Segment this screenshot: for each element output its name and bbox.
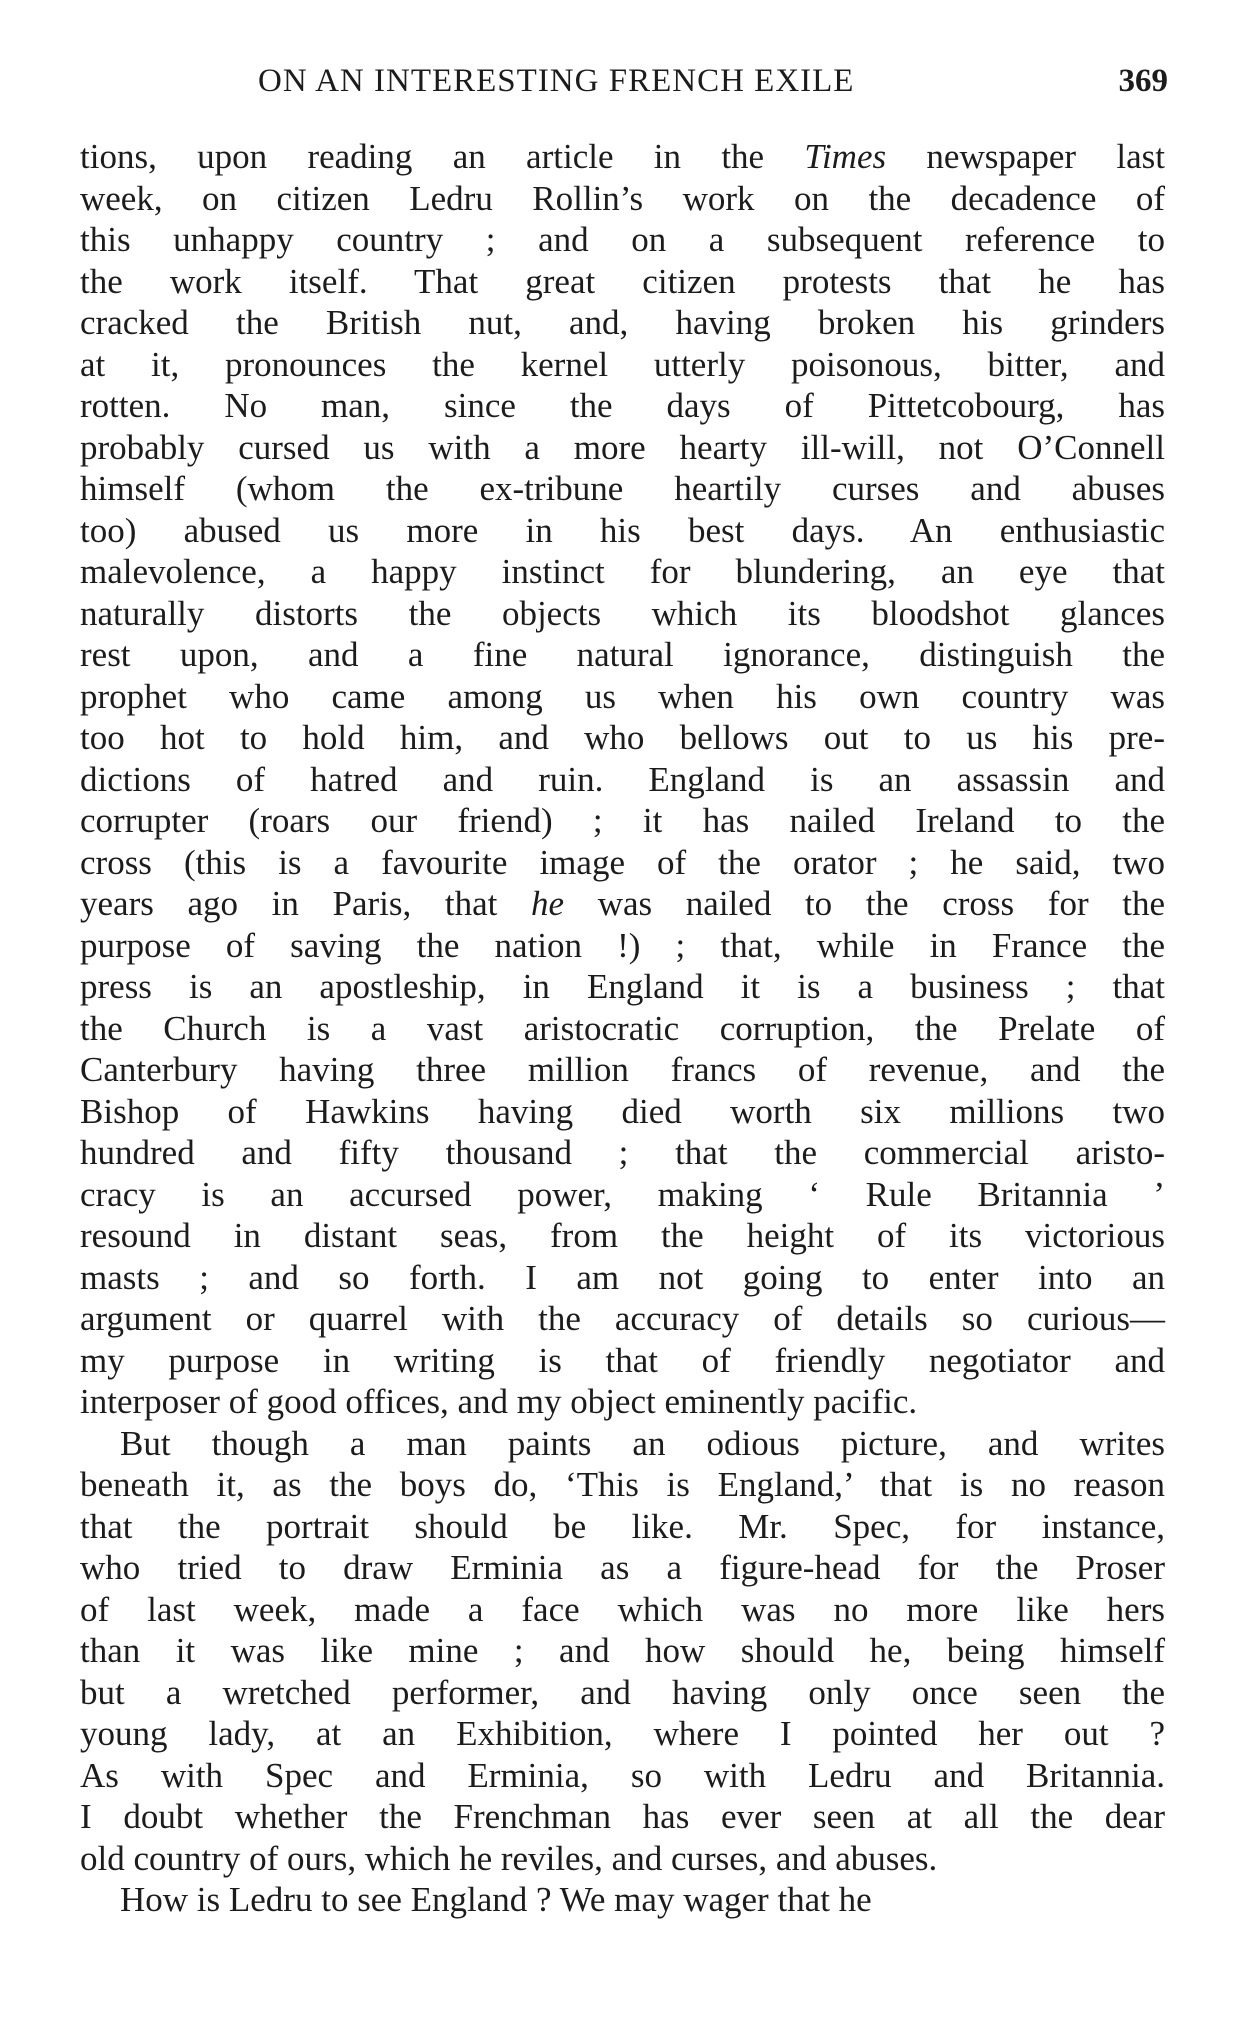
text-line: malevolence, a happy instinct for blundering, an eye that — [80, 552, 1165, 591]
running-title: ON AN INTERESTING FRENCH EXILE — [258, 63, 855, 99]
text-line: that the portrait should be like. Mr. Spec, for instance, — [80, 1506, 1165, 1546]
text-line: naturally distorts the objects which its bloodshot glances — [80, 593, 1165, 633]
text-line: masts ; and so forth. I am not going to enter into an — [80, 1257, 1165, 1297]
text-line: press is an apostleship, in England it is a business ; that — [80, 967, 1165, 1006]
text-line: cross (this is a favourite image of the orator ; he said, two — [80, 842, 1165, 882]
text-line: probably cursed us with a more hearty ill-will, not O’Connell — [80, 427, 1165, 467]
text-line: I doubt whether the Frenchman has ever seen at all the dear — [80, 1797, 1165, 1836]
text-line: too) abused us more in his best days. An enthusiastic — [80, 510, 1165, 550]
page-number: 369 — [1118, 63, 1168, 99]
text-line: cracy is an accursed power, making ‘ Rule Britannia ’ — [80, 1174, 1165, 1214]
italic-word: he — [531, 884, 565, 923]
text-line: who tried to draw Erminia as a figure-head for the Proser — [80, 1548, 1165, 1587]
text-line: Bishop of Hawkins having died worth six millions two — [80, 1091, 1165, 1131]
text-line: rotten. No man, since the days of Pittetcobourg, has — [80, 386, 1165, 425]
text-line: argument or quarrel with the accuracy of details so curious— — [80, 1299, 1165, 1338]
text-line: himself (whom the ex-tribune heartily curses and abuses — [80, 469, 1165, 508]
text-line: cracked the British nut, and, having broken his grinders — [80, 303, 1165, 342]
text-line: prophet who came among us when his own country was — [80, 676, 1165, 716]
paragraph-start-line: But though a man paints an odious picture, and writes — [120, 1423, 1165, 1463]
text-line: Canterbury having three million francs of revenue, and the — [80, 1050, 1165, 1089]
text-line: at it, pronounces the kernel utterly poisonous, bitter, and — [80, 344, 1165, 384]
text-line: hundred and fifty thousand ; that the commercial aristo- — [80, 1133, 1165, 1172]
paragraph-end-line: old country of ours, which he reviles, and curses, and abuses. — [80, 1838, 938, 1878]
italic-word: Times — [804, 137, 887, 176]
paragraph-end-line: interposer of good offices, and my object eminently pacific. — [80, 1382, 918, 1421]
text-line: too hot to hold him, and who bellows out to us his pre- — [80, 718, 1165, 757]
page-header — [80, 56, 1168, 106]
text-line: tions, upon reading an article in the Times newspaper last — [80, 137, 1165, 176]
text-line: the work itself. That great citizen protests that he has — [80, 261, 1165, 301]
text-line: purpose of saving the nation !) ; that, while in France the — [80, 925, 1165, 965]
text-line: dictions of hatred and ruin. England is an assassin and — [80, 759, 1165, 799]
paragraph-start-line: How is Ledru to see England ? We may wager that he — [120, 1880, 872, 1919]
text-line: years ago in Paris, that he was nailed to the cross for the — [80, 884, 1166, 923]
text-line: corrupter (roars our friend) ; it has nailed Ireland to the — [80, 801, 1165, 840]
text-line: my purpose in writing is that of friendly negotiator and — [80, 1340, 1165, 1380]
text-line: week, on citizen Ledru Rollin’s work on the decadence of — [80, 178, 1165, 218]
body-text — [80, 136, 1165, 1921]
text-line: resound in distant seas, from the height of its victorious — [80, 1216, 1165, 1255]
text-line: young lady, at an Exhibition, where I pointed her out ? — [80, 1714, 1165, 1753]
text-line: of last week, made a face which was no more like hers — [80, 1589, 1165, 1629]
text-line: this unhappy country ; and on a subsequent reference to — [80, 220, 1165, 259]
text-line: the Church is a vast aristocratic corruption, the Prelate of — [80, 1008, 1165, 1048]
text-line: rest upon, and a fine natural ignorance, distinguish the — [80, 635, 1165, 674]
text-line: As with Spec and Erminia, so with Ledru and Britannia. — [80, 1755, 1165, 1795]
text-line: beneath it, as the boys do, ‘This is England,’ that is no reason — [80, 1465, 1165, 1504]
text-line: than it was like mine ; and how should he, being himself — [80, 1631, 1165, 1670]
text-line: but a wretched performer, and having only once seen the — [80, 1672, 1165, 1712]
